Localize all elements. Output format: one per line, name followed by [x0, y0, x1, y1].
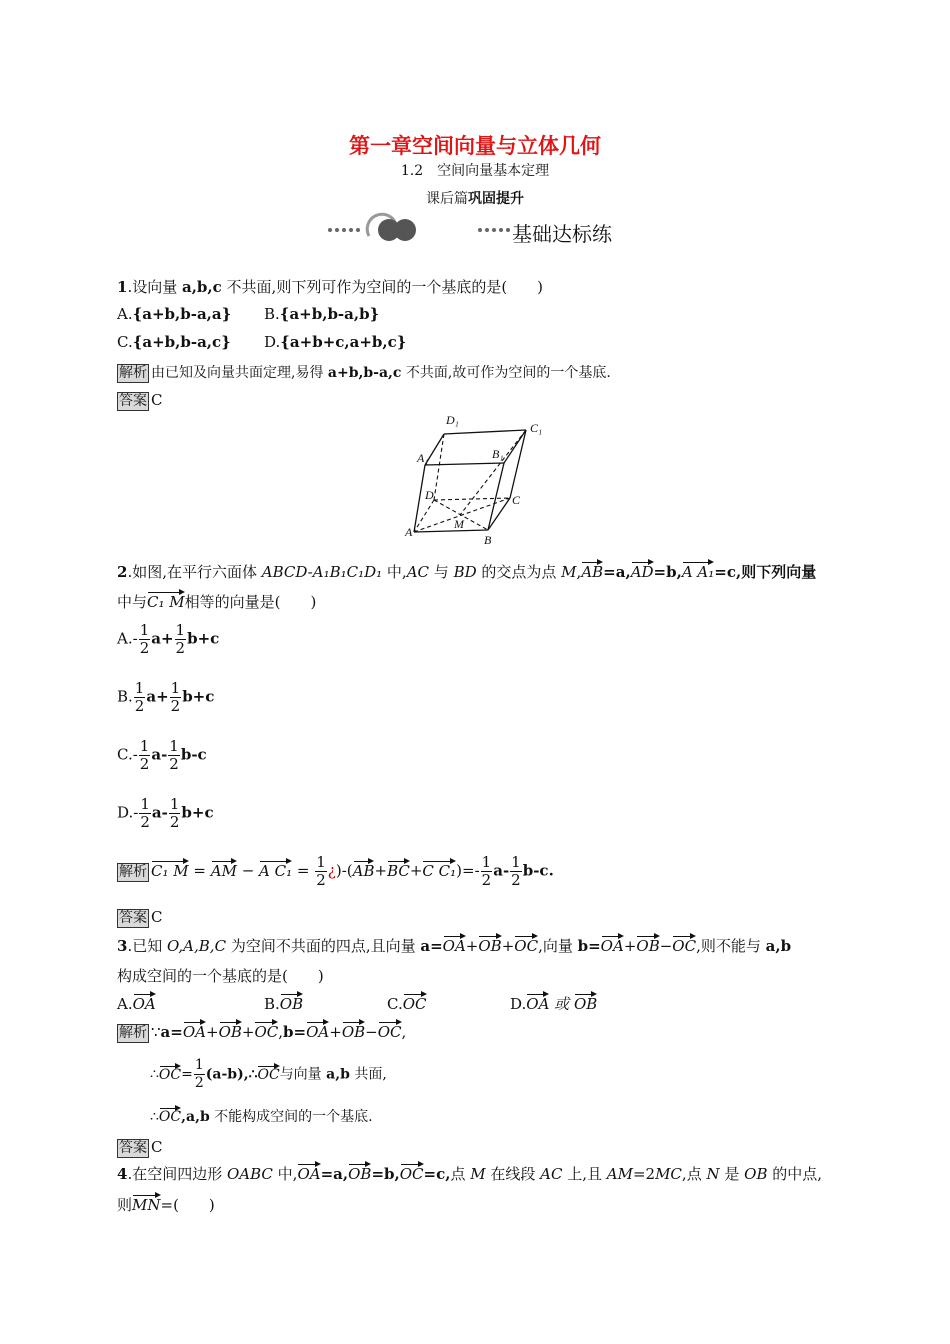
q2-number: 2 — [117, 563, 128, 581]
option-term: b+c — [181, 803, 214, 822]
vector-c1m: C₁ M — [151, 859, 189, 880]
option-sign: - — [133, 803, 139, 822]
q1-option-d[interactable] — [264, 333, 406, 351]
fraction-half: $\frac{1}{2}$ — [134, 679, 145, 715]
plus: + — [409, 861, 423, 880]
parallelepiped-figure — [400, 408, 560, 550]
vector-oa: OA — [297, 1162, 320, 1183]
option-term: b-c — [180, 745, 207, 764]
q2-eq-c: =c,则下列向量 — [714, 563, 817, 581]
option-label: C. — [387, 995, 403, 1013]
option-label: D. — [117, 803, 134, 822]
chapter-title: 第一章空间向量与立体几何 — [349, 134, 601, 158]
garbled-char: ¿ — [327, 861, 336, 880]
analysis-tag: 解析 — [119, 365, 147, 381]
subtitle-bold: 巩固提升 — [468, 191, 524, 207]
q2-option-a[interactable] — [117, 622, 219, 657]
fraction-half: $\frac{1}{2}$ — [170, 679, 181, 715]
vector-oc: OC — [257, 1064, 279, 1083]
vector-oa: OA — [526, 992, 549, 1013]
q2-stem-mid: 中, — [382, 563, 407, 581]
fraction-half: $\frac{1}{2}$ — [175, 621, 186, 657]
answer-tag: 答案 — [119, 393, 147, 409]
vector-ob: OB — [342, 1020, 365, 1041]
tail: b-c. — [522, 861, 554, 880]
vector-oc: OC — [672, 934, 696, 955]
option-term: a+ — [146, 687, 169, 706]
option-label: B. — [117, 687, 133, 706]
q2-answer-value: C — [151, 908, 163, 926]
vector-aa1: A A₁ — [682, 560, 714, 581]
paren: )-( — [335, 861, 353, 880]
option-term: a- — [151, 803, 168, 822]
vector-ob: OB — [219, 1020, 242, 1041]
q2-line2-post: 相等的向量是( ) — [184, 593, 317, 611]
label-d1: D₁ — [446, 413, 459, 427]
fraction-half: $\frac{1}{2}$ — [481, 853, 492, 889]
q2-ac: AC — [406, 563, 430, 581]
vector-ad: AD — [631, 560, 654, 581]
q2-eq-a: =a, — [603, 563, 631, 581]
analysis-tag: 解析 — [119, 1025, 147, 1041]
vector-am: AM — [211, 859, 237, 880]
option-label: A. — [117, 629, 133, 648]
label-b: B — [484, 533, 492, 547]
option-term: a- — [151, 745, 168, 764]
label-m: M — [454, 517, 464, 531]
q2-and: 与 — [429, 563, 454, 581]
fraction-half: $\frac{1}{2}$ — [169, 737, 179, 773]
q1-option-c[interactable] — [117, 333, 231, 351]
answer-tag: 答案 — [119, 1140, 147, 1156]
q2-point: 的交点为点 — [476, 563, 562, 581]
option-label: C. — [117, 333, 133, 351]
option-label: A. — [117, 305, 133, 323]
vector-ab: AB — [353, 859, 375, 880]
vector-mn: MN — [132, 1193, 160, 1214]
option-text: {a+b+c,a+b,c} — [280, 333, 407, 351]
option-text: {a+b,b-a,c} — [132, 333, 231, 351]
q2-answer — [117, 908, 162, 928]
q3-answer-value: C — [151, 1138, 163, 1156]
q4-stem-line2: 则MN=( ) — [117, 1193, 215, 1215]
option-label: D. — [264, 333, 281, 351]
option-label: C. — [117, 745, 133, 764]
vector-oc: OC — [254, 1020, 278, 1041]
vector-oc: OC — [514, 934, 538, 955]
q1-answer — [117, 391, 162, 411]
option-term: b+c — [182, 687, 215, 706]
option-term: b+c — [187, 629, 220, 648]
q3-b-pre: ,向量 — [538, 937, 578, 955]
fraction-half: $\frac{1}{2}$ — [511, 853, 521, 889]
vector-oc: OC — [403, 992, 427, 1013]
q1-stem-post: 不共面,则下列可作为空间的一个基底的是( ) — [221, 278, 544, 296]
q1-analysis-pre: 由已知及向量共面定理,易得 — [151, 365, 328, 381]
q3-stem-pre: .已知 — [127, 937, 167, 955]
vector-ob: OB — [478, 934, 501, 955]
option-label: D. — [510, 995, 527, 1013]
vector-ob: OB — [574, 992, 597, 1013]
q3-number: 3 — [117, 937, 128, 955]
q1-answer-value: C — [151, 391, 163, 409]
q2-analysis — [117, 854, 554, 889]
tail: )=- — [456, 861, 480, 880]
q2-stem-pre: .如图,在平行六面体 — [127, 563, 262, 581]
fraction-half: $\frac{1}{2}$ — [169, 795, 180, 831]
vector-oc: OC — [159, 1106, 181, 1125]
answer-tag: 答案 — [119, 910, 147, 926]
label-a1: A₁ — [417, 451, 429, 465]
q3-a-eq: a= — [420, 937, 443, 955]
vector-ob: OB — [348, 1162, 371, 1183]
q2-m: M — [561, 563, 577, 581]
q3-b-eq: b= — [577, 937, 601, 955]
q2-option-b[interactable] — [117, 680, 214, 715]
equals: = — [292, 861, 315, 880]
vector-oc: OC — [378, 1020, 402, 1041]
vector-oc: OC — [159, 1064, 181, 1083]
fraction-half: $\frac{1}{2}$ — [140, 795, 150, 831]
q2-option-d[interactable] — [117, 796, 214, 831]
label-a: A — [405, 525, 413, 539]
q2-line2-pre: 中与 — [117, 593, 148, 611]
q3-ab: a,b — [765, 937, 792, 955]
q3-stem-line1: 3.已知 O,A,B,C 为空间不共面的四点,且向量 a=OA+OB+OC,向量 b=OA+OB−OC,则不能与 a,b — [117, 934, 791, 956]
q1-analysis-vars: a+b,b-a,c — [327, 365, 402, 381]
option-label: B. — [264, 995, 280, 1013]
q2-stem-line2 — [117, 590, 316, 612]
section-title: 1.2 空间向量基本定理 — [400, 163, 550, 179]
equals: = — [188, 861, 211, 880]
q1-number: 1 — [117, 278, 128, 296]
label-c1: C₁ — [530, 421, 543, 435]
q3-answer — [117, 1138, 162, 1158]
q2-stem-line1: 2.如图,在平行六面体 ABCD-A₁B₁C₁D₁ 中,AC 与 BD 的交点为点 M,AB=a,AD=b,A A₁=c,则下列向量 — [117, 560, 816, 582]
q2-bd: BD — [453, 563, 477, 581]
option-label: B. — [264, 305, 280, 323]
vector-bc: BC — [387, 859, 410, 880]
q1-option-b[interactable] — [264, 305, 379, 323]
option-text: {a+b,b-a,b} — [279, 305, 380, 323]
tail: a- — [493, 861, 510, 880]
label-c: C — [512, 493, 521, 507]
option-term: a+ — [151, 629, 174, 648]
vector-oa: OA — [183, 1020, 206, 1041]
fraction-half: $\frac{1}{2}$ — [194, 1057, 204, 1091]
label-b1: B₁ — [492, 447, 504, 461]
vector-oa: OA — [601, 934, 624, 955]
vector-oc: OC — [400, 1162, 424, 1183]
vector-cc1: C C₁ — [422, 859, 456, 880]
minus: − — [236, 861, 260, 880]
plus: + — [374, 861, 388, 880]
q3-option-d[interactable] — [510, 992, 597, 1014]
analysis-tag: 解析 — [119, 863, 147, 880]
q3-analysis-line1: 解析 ∵a=OA+OB+OC,b=OA+OB−OC, — [117, 1020, 406, 1043]
vector-oa: OA — [133, 992, 156, 1013]
vector-ob: OB — [636, 934, 659, 955]
q3-option-c[interactable] — [387, 992, 427, 1013]
option-label: A. — [117, 995, 133, 1013]
fraction-half: $\frac{1}{2}$ — [316, 853, 326, 889]
q3-stem-line2: 构成空间的一个基底的是( ) — [117, 967, 324, 985]
q3-points: O,A,B,C — [166, 937, 227, 955]
q3-option-b[interactable] — [264, 992, 303, 1013]
q1-option-a[interactable] — [117, 305, 231, 323]
subtitle-prefix: 课后篇 — [426, 191, 468, 207]
label-d: D — [425, 488, 434, 502]
q2-eq-b: =b, — [653, 563, 682, 581]
vector-c1m: C₁ M — [147, 590, 185, 611]
q1-analysis-post: 不共面,故可作为空间的一个基底. — [401, 365, 611, 381]
q3-option-a[interactable] — [117, 992, 156, 1013]
q4-number: 4 — [117, 1165, 128, 1183]
q2-solid: ABCD-A₁B₁C₁D₁ — [261, 563, 383, 581]
vector-ab: AB — [581, 560, 603, 581]
option-or: 或 — [549, 995, 574, 1013]
option-sign: - — [132, 745, 138, 764]
vector-ac1: A C₁ — [259, 859, 292, 880]
option-sign: - — [132, 629, 138, 648]
vector-oa: OA — [443, 934, 466, 955]
q1-stem-vars: a,b,c — [181, 278, 222, 296]
fraction-half: $\frac{1}{2}$ — [139, 737, 150, 773]
option-text: {a+b,b-a,a} — [132, 305, 232, 323]
subtitle — [0, 188, 950, 208]
q2-option-c[interactable] — [117, 738, 207, 773]
banner-label: 基础达标练 — [512, 222, 612, 246]
q4-stem-line1: 4.在空间四边形 OABC 中,OA=a,OB=b,OC=c,点 M 在线段 AC 上,且 AM=2MC,点 N 是 OB 的中点, — [117, 1162, 822, 1184]
q3-stem-post: ,则不能与 — [696, 937, 766, 955]
q1-stem — [117, 276, 543, 297]
fraction-half: $\frac{1}{2}$ — [139, 621, 150, 657]
q1-analysis — [117, 362, 611, 383]
q3-analysis-line2: ∴OC= $\frac{1}{2}$ (a-b),∴OC与向量 a,b 共面, — [150, 1057, 387, 1091]
q3-analysis-line3: ∴OC,a,b 不能构成空间的一个基底. — [150, 1106, 373, 1126]
vector-ob: OB — [280, 992, 303, 1013]
vector-oa: OA — [306, 1020, 329, 1041]
q1-stem-pre: .设向量 — [127, 278, 182, 296]
q3-stem-mid: 为空间不共面的四点,且向量 — [226, 937, 421, 955]
